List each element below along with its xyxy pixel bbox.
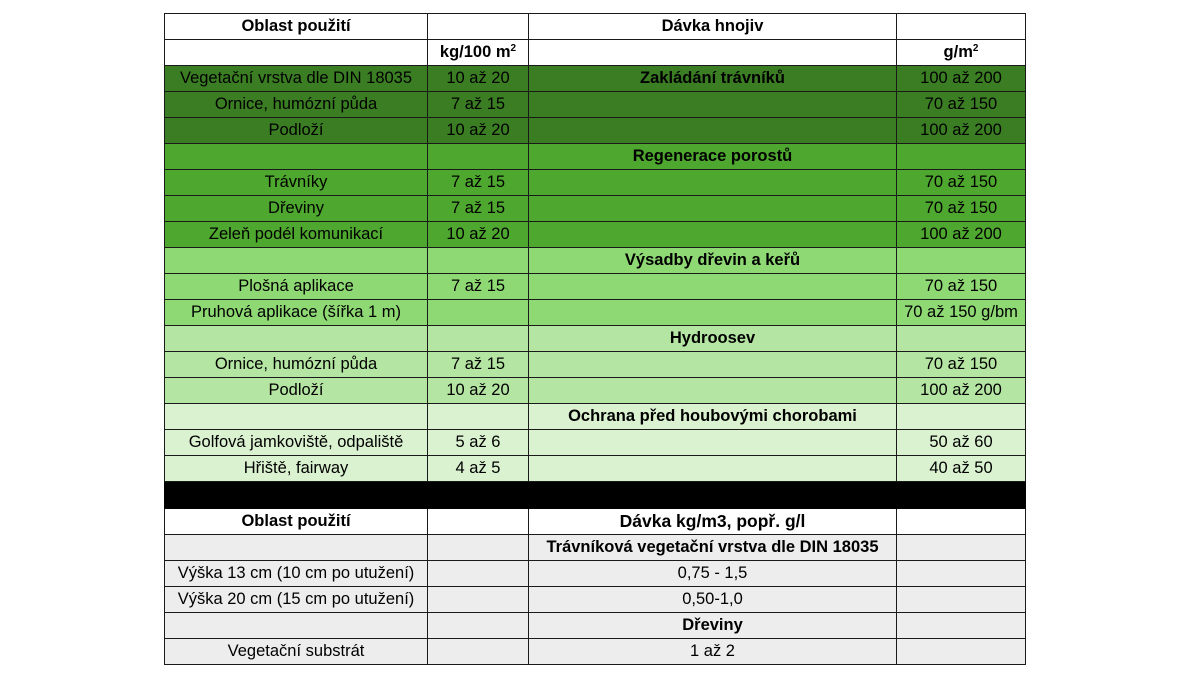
section-row bbox=[165, 535, 1026, 561]
table2-header-row bbox=[165, 509, 1026, 535]
table-row: Ornice, humózní půda 7 až 15 70 až 150 bbox=[165, 92, 1026, 118]
table-row: Vegetační vrstva dle DIN 18035 10 až 20 Zakládání trávníků 100 až 200 bbox=[165, 66, 1026, 92]
table-row: Vegetační substrát 1 až 2 bbox=[165, 639, 1026, 665]
section-row bbox=[165, 144, 1026, 170]
section-title: Hydroosev bbox=[529, 326, 897, 352]
section-row bbox=[165, 326, 1026, 352]
units-row bbox=[165, 40, 1026, 66]
section-title: Ochrana před houbovými chorobami bbox=[529, 404, 897, 430]
section-title: Regenerace porostů bbox=[529, 144, 897, 170]
table-row: Ornice, humózní půda 7 až 15 70 až 150 bbox=[165, 352, 1026, 378]
header-area: Oblast použití bbox=[165, 14, 428, 40]
table-row: Podloží 10 až 20 100 až 200 bbox=[165, 378, 1026, 404]
table-row: Pruhová aplikace (šířka 1 m) 70 až 150 g/bm bbox=[165, 300, 1026, 326]
table-row: Výška 13 cm (10 cm po utužení) 0,75 - 1,5 bbox=[165, 561, 1026, 587]
section-row bbox=[165, 404, 1026, 430]
section-title: Trávníková vegetační vrstva dle DIN 18035 bbox=[529, 535, 897, 561]
table-row: Golfová jamkoviště, odpaliště 5 až 6 50 až 60 bbox=[165, 430, 1026, 456]
header-dose: Dávka hnojiv bbox=[529, 14, 897, 40]
fertilizer-dose-sheet bbox=[164, 13, 1025, 665]
dose-table bbox=[164, 13, 1026, 665]
table2-header-area: Oblast použití bbox=[165, 509, 428, 535]
table-row: Zeleň podél komunikací 10 až 20 100 až 200 bbox=[165, 222, 1026, 248]
table-row: Výška 20 cm (15 cm po utužení) 0,50-1,0 bbox=[165, 587, 1026, 613]
section-title: Dřeviny bbox=[529, 613, 897, 639]
table2-header-dose: Dávka kg/m3, popř. g/l bbox=[529, 509, 897, 535]
table-row: Plošná aplikace 7 až 15 70 až 150 bbox=[165, 274, 1026, 300]
section-row bbox=[165, 613, 1026, 639]
table-row: Dřeviny 7 až 15 70 až 150 bbox=[165, 196, 1026, 222]
unit-kg-per-100m2: kg/100 $m^2$ bbox=[428, 40, 529, 66]
section-title: Výsadby dřevin a keřů bbox=[529, 248, 897, 274]
separator-row bbox=[165, 482, 1026, 509]
section-title: Zakládání trávníků bbox=[529, 66, 897, 92]
header-row bbox=[165, 14, 1026, 40]
unit-g-per-m2: $g/m^2$ bbox=[897, 40, 1026, 66]
table-row: Podloží 10 až 20 100 až 200 bbox=[165, 118, 1026, 144]
table-row: Trávníky 7 až 15 70 až 150 bbox=[165, 170, 1026, 196]
table-row: Hřiště, fairway 4 až 5 40 až 50 bbox=[165, 456, 1026, 482]
section-row bbox=[165, 248, 1026, 274]
